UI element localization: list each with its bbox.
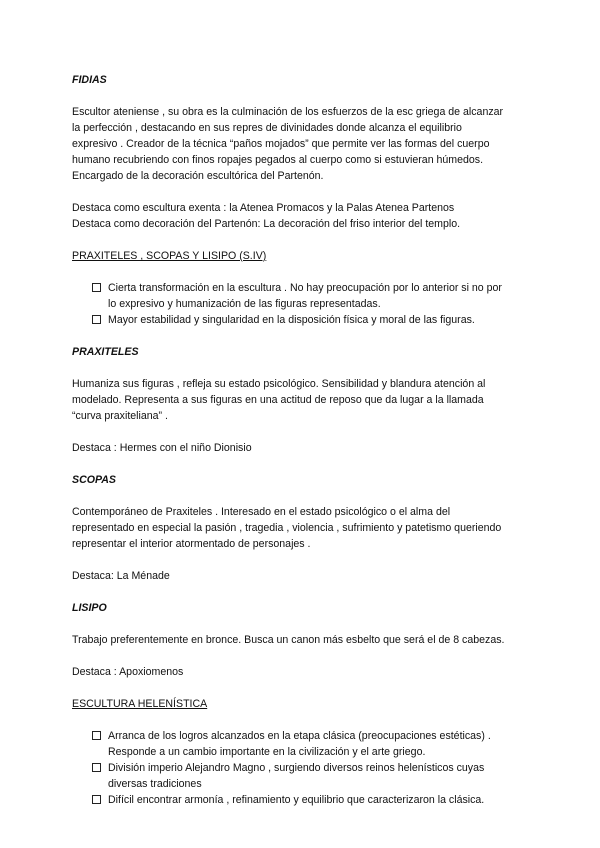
checklist-item-text: Arranca de los logros alcanzados en la etapa clásica (preocupaciones estéticas) . Responde a un cambio importante en la civilización y el arte griego. xyxy=(108,730,491,758)
checkbox-icon xyxy=(92,283,101,292)
heading-lisipo: LISIPO xyxy=(72,602,107,614)
checkbox-icon xyxy=(92,731,101,740)
checklist-item xyxy=(92,280,542,312)
checklist-item-text: Mayor estabilidad y singularidad en la disposición física y moral de las figuras. xyxy=(108,314,475,326)
praxiteles-body: Humaniza sus figuras , refleja su estado psicológico. Sensibilidad y blandura atención al modelado. Representa a sus figuras en una actitud de reposo que da lugar a la llamada “curva praxiteliana” . xyxy=(72,378,486,422)
document-page xyxy=(72,72,542,824)
scopas-body: Contemporáneo de Praxiteles . Interesado en el estado psicológico o el alma del representado en especial la pasión , tragedia , violencia , sufrimiento y patetismo queriendo representar el interior atormentado de personajes . xyxy=(72,506,502,550)
checklist-helenistica xyxy=(72,728,542,808)
checkbox-icon xyxy=(92,315,101,324)
checklist-item xyxy=(92,792,542,808)
checklist-item xyxy=(92,760,542,792)
checklist-siglo-iv xyxy=(72,280,542,328)
checkbox-icon xyxy=(92,763,101,772)
heading-scopas: SCOPAS xyxy=(72,474,116,486)
praxiteles-destaca: Destaca : Hermes con el niño Dionisio xyxy=(72,442,252,454)
scopas-destaca: Destaca: La Ménade xyxy=(72,570,170,582)
checklist-item xyxy=(92,728,542,760)
section-title-siglo-iv: PRAXITELES , SCOPAS Y LISIPO (S.IV) xyxy=(72,250,267,262)
lisipo-destaca: Destaca : Apoxiomenos xyxy=(72,666,184,678)
checkbox-icon xyxy=(92,795,101,804)
lisipo-body: Trabajo preferentemente en bronce. Busca un canon más esbelto que será el de 8 cabezas. xyxy=(72,634,505,646)
checklist-item xyxy=(92,312,542,328)
heading-praxiteles: PRAXITELES xyxy=(72,346,139,358)
heading-fidias: FIDIAS xyxy=(72,74,107,86)
checklist-item-text: Difícil encontrar armonía , refinamiento y equilibrio que caracterizaron la clásica. xyxy=(108,794,485,806)
checklist-item-text: División imperio Alejandro Magno , surgiendo diversos reinos helenísticos cuyas diversas tradiciones xyxy=(108,762,485,790)
fidias-destaca-exenta: Destaca como escultura exenta : la Atenea Promacos y la Palas Atenea Partenos xyxy=(72,202,455,214)
section-title-helenistica: ESCULTURA HELENÍSTICA xyxy=(72,698,208,710)
fidias-body: Escultor ateniense , su obra es la culminación de los esfuerzos de la esc griega de alcanzar la perfección , destacando en sus repres de divinidades donde alcanza el equilibrio expresivo . Creador de la técnica “paños mojados” que permite ver las formas del cuerpo humano recubriendo con finos ropajes pegados al cuerpo como si estuvieran húmedos. Encargado de la decoración escultórica del Partenón. xyxy=(72,106,504,182)
fidias-destaca-partenon: Destaca como decoración del Partenón: La decoración del friso interior del templo. xyxy=(72,218,461,230)
checklist-item-text: Cierta transformación en la escultura . No hay preocupación por lo anterior si no por lo expresivo y humanización de las figuras representadas. xyxy=(108,282,502,310)
